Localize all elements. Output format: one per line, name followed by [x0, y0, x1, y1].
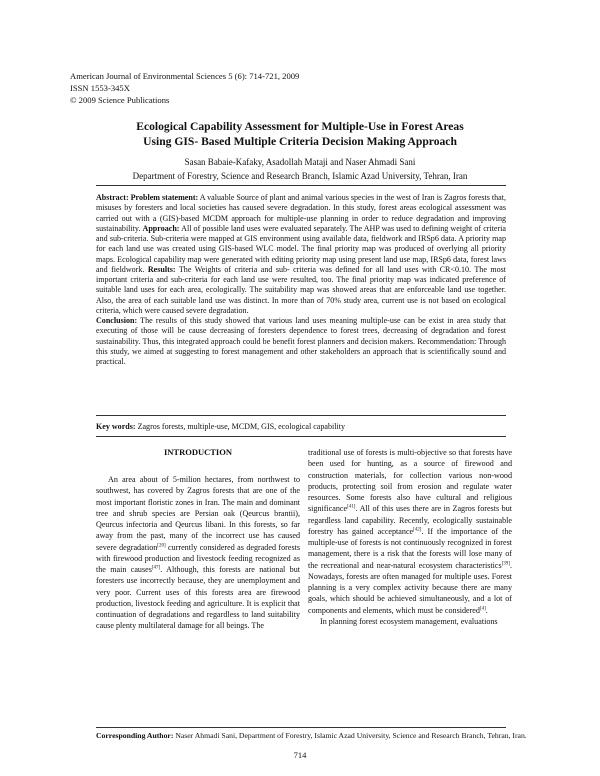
intro-text-2e: .: [485, 605, 488, 615]
corresponding-author-text: Naser Ahmadi Sani, Department of Forestry, Islamic Azad University, Science and Research Branch, Tehran, Iran.: [173, 731, 527, 740]
citation-4: [4]: [479, 605, 486, 611]
abstract-results-label: Results:: [147, 264, 176, 274]
abstract-approach: All of possible land uses were evaluated separately. The AHP was used to defining weight of criteria and sub-criteria. Sub-criteria were mapped at GIS environment using available data, fieldwork and IRSp6 data. A priority map for each land use was created using GIS-based WLC model. The final priority map was produced of overlying all priority maps. Ecological capability map were generated with editing priority map using present land use map, IRSp6 data, forest laws and fieldwork.: [96, 223, 506, 274]
intro-paragraph-continued: [308, 447, 512, 616]
corresponding-author: [96, 731, 546, 741]
intro-paragraph-2: In planning forest ecosystem management, evaluations: [320, 616, 498, 626]
intro-text-1c: . Although, this forests are national but foresters use incorrectly because, they are unemployment and very poor. Current uses of this forests area are firewood production, livestock feeding and agriculture. It is explicit that continuation of degradations and regardless to land suitability cause plenty multilateral damage for all beings. The: [96, 565, 300, 631]
copyright: © 2009 Science Publications: [70, 95, 170, 105]
citation-41: [41]: [347, 504, 356, 510]
author-affiliation: Department of Forestry, Science and Research Branch, Islamic Azad University, Tehran, Iran: [132, 170, 468, 181]
author-names: Sasan Babaie-Kafaky, Asadollah Mataji and Naser Ahmadi Sani: [184, 157, 416, 167]
intro-text-1b: currently considered as degraded forests with firewood production and livestock feeding recognized as the main causes: [96, 542, 300, 574]
abstract-conclusion-label: Conclusion:: [96, 316, 138, 325]
citation-42: [42]: [413, 527, 422, 533]
right-column: [308, 447, 512, 627]
abstract-results: The Weights of criteria and sub- criteria was defined for all land uses with CR<0.10. The most important criteria and sub-criteria for each land use were resulted, too. The final priority map was indicated preference of suitable land uses for each area, ecologically. The suitability map was showed areas that are enforceable land use together. Also, the area of each suitable land use was distinct. In more than of 70% study area, current use is not based on ecological criteria, which were caused severe degradation.: [96, 264, 506, 315]
abstract-top-rule: [96, 185, 506, 186]
intro-text-2c: . If the importance of the multiple-use of forests is not continuously recognized in forest management, there is a risk that the forests will lose many of the recreational and near-natural ecosystem characteristics: [308, 526, 512, 570]
journal-citation: American Journal of Environmental Sciences 5 (6): 714-721, 2009: [70, 71, 300, 81]
journal-header: [70, 70, 299, 106]
intro-text-1a: An area about of 5-milion hectares, from northwest to southwest, has covered by Zagros forests that are one of the most important floristic zones in Iran. The main and dominant tree and shrub species are Persian oak (Qeurcus brantii), Qeurcus infectoria and Qeurcus libani. In this forests, so far away from the past, many of the incorrect use has caused severe degradation: [96, 475, 300, 552]
abstract-problem-label: Abstract: Problem statement:: [96, 193, 199, 202]
issn: ISSN 1553-345X: [70, 83, 130, 93]
abstract-conclusion-paragraph: [96, 316, 506, 367]
keywords: [96, 422, 506, 433]
corresponding-author-label: Corresponding Author:: [96, 731, 174, 740]
introduction-heading: INTRODUCTION: [163, 447, 232, 457]
intro-text-2a: traditional use of forests is multi-objective so that forests have been used for hunting, as a source of firewood and construction materials, for collection various non-wood products, protecting soil from erosion and regulate water resources. Some forests also have cultural and religious significance: [308, 448, 512, 514]
citation-20: [20]: [157, 542, 166, 548]
abstract-paragraph: [96, 193, 506, 316]
keywords-label: Key words:: [96, 422, 136, 431]
paper-title: [60, 120, 540, 149]
page-number: 714: [293, 750, 307, 760]
abstract-bottom-rule: [96, 415, 506, 416]
left-column: [96, 447, 300, 632]
intro-text-2d: . Nowadays, forests are often managed for multiple uses. Forest planning is a very complex activity because there are many goals, which should be achieved simultaneously, and a lot of components and elements, which must be considered: [308, 560, 512, 615]
abstract-conclusion: The results of this study showed that various land uses meaning multiple-use can be exist in area study that executing of those will be cause decreasing of foresters dependence to forest trees, decreasing of degradation and forest sustainability. Thus, this integrated approach could be benefit forest planners and decision makers. Recommendation: Through this study, we aimed at suggesting to forest management and other stakeholders an approach that is scientifically sound and practical.: [96, 316, 506, 366]
keywords-bottom-rule: [96, 436, 506, 437]
abstract-approach-label: Approach:: [142, 223, 180, 233]
abstract: [96, 193, 506, 367]
citation-47: [47]: [151, 565, 161, 571]
intro-paragraph-1: [96, 474, 300, 632]
citation-39: [39]: [501, 560, 510, 566]
title-line-1: Ecological Capability Assessment for Multiple-Use in Forest Areas: [136, 120, 464, 133]
keywords-text: Zagros forests, multiple-use, MCDM, GIS, ecological capability: [135, 422, 345, 431]
abstract-problem: A valuable Source of plant and animal various species in the west of Iran is Zagros forests that, misuses by foresters and local societies has caused severe degradation. In this study, forest areas ecological assessment was carried out with a (GIS)-based MCDM approach for multiple-use planning in order to reduce degradation and improving sustainability.: [96, 193, 506, 233]
intro-text-2b: . All of this uses there are in Zagros forests but regardless land capability. Recently, ecologically sustainable forestry has gained acceptance: [308, 504, 512, 536]
title-line-2: Using GIS- Based Multiple Criteria Decision Making Approach: [143, 134, 457, 148]
footer-rule: [96, 727, 506, 728]
author-block: [60, 156, 540, 183]
